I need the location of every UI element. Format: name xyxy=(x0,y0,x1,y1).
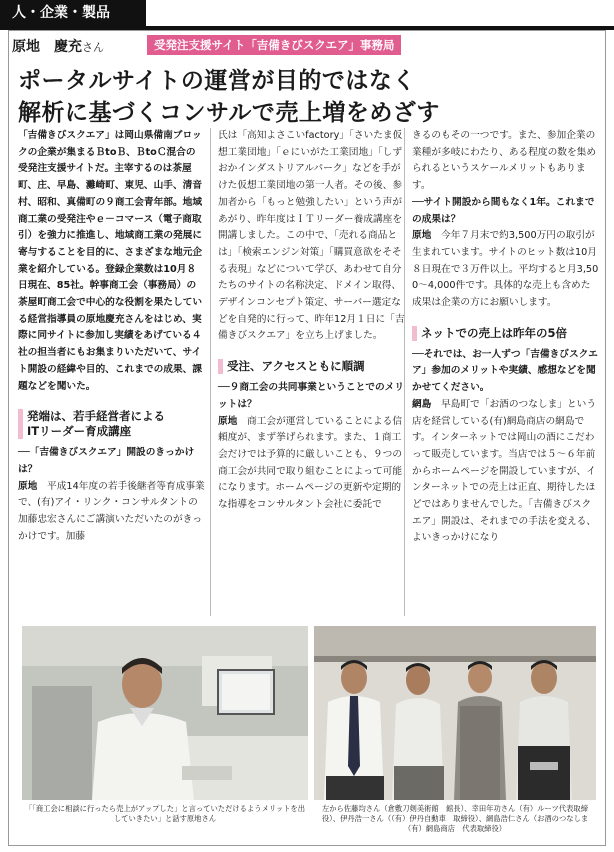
speaker-label: 原地 xyxy=(412,230,432,242)
headline-line-2: 解析に基づくコンサルで売上増をめざす xyxy=(18,100,440,126)
person-name xyxy=(12,36,104,56)
answer xyxy=(412,228,599,312)
question: ──サイト開設から間もなく1年。これまでの成果は？ xyxy=(412,196,595,225)
article-column-1 xyxy=(18,128,205,545)
lead-paragraph: 「吉備きびスクエア」は岡山県備南ブロックの企業が集まるＢtoＢ、ＢtoＣ混合の受発注支援サイトだ。主宰するのは茶屋町、庄、早島、灘崎町、東児、山手、清音村、昭和、真備町の９商工会青年部。地域商工業の受発注やｅ－コマース（電子商取引）を強力に推進し、地域商工業の発展に寄与することを目的に、さまざまな地元企業を紹介している。登録企業数は10月８日現在、85社。幹事商工会（事務局）の茶屋町商工会で中心的な役割を果たしている経営指導員の原地慶充さんをはじめ、実際に同サイトに参加し実績をあげている４社の担当者にもお集まりいただいて、サイト開設の経緯や目的、これまでの成果、課題などを聞いた。 xyxy=(18,130,203,392)
subheading: 発端は、若手経営者による ITリーダー育成講座 xyxy=(18,409,205,439)
answer-text: 商工会が運営していることによる信頼度が、まず挙げられます。また、１商工会だけでは予算的に厳しいことも、９つの商工会が共同で取り組むことによって可能になります。ホームページの更新や定期的な指導をコンサルタント会社に委託で xyxy=(218,415,403,511)
category-rule xyxy=(0,26,614,30)
article-column-3 xyxy=(412,128,599,547)
speaker-label: 原地 xyxy=(18,480,38,492)
question: ──９商工会の共同事業ということでのメリットは？ xyxy=(218,382,405,410)
answer xyxy=(218,414,405,514)
answer-text: 平成14年度の若手後継者等育成事業で、(有)アイ・リンク・コンサルタントの加藤忠宏さんにご講演いただいたのがきっかけです。加藤 xyxy=(18,480,205,542)
person-name-text: 原地 慶充 xyxy=(12,39,82,55)
answer xyxy=(18,479,205,546)
answer-text: 早島町で「お酒のつなしま」という店を経営している(有)網島商店の網島です。インターネットでは岡山の酒にこだわって販売しています。当店では５～６年前からホームページを開設していますが、インターネットでの売上は正直、期待したほどではありませんでした。「吉備きびスクエア」開設は、それまでの手法を変える、よいきっかけになり xyxy=(412,398,597,544)
question: ──それでは、お一人ずつ「吉備きびスクエア」参加のメリットや実績、感想などを聞かせてください。 xyxy=(412,348,598,394)
person-suffix: さん xyxy=(82,41,104,54)
subheading: ネットでの売上は昨年の5倍 xyxy=(412,326,599,341)
photo-group xyxy=(314,626,596,800)
answer xyxy=(412,397,599,547)
column-divider xyxy=(210,128,211,616)
headline-line-1: ポータルサイトの運営が目的ではなく xyxy=(18,68,416,94)
answer-text: 今年７月末で約3,500万円の取引が生まれています。サイトのヒット数は10月８日現在で３万件以上。平均すると月3,500～4,000件です。具体的な売上も含めた成果は企業の方にお願いします。 xyxy=(412,230,599,309)
speaker-label: 網島 xyxy=(412,398,432,410)
photo-office-illustration xyxy=(22,626,308,800)
photo-group-illustration xyxy=(314,626,596,800)
photo-caption-2: 左から佐藤均さん（倉敷刀剣美術館 館長）、幸田年功さん（有）ルーツ代表取締役）、伊丹浩一さん（（有）伊丹自動車 取締役）、網島浩仁さん（お酒のつなしま（有）網島商店 代表取締役） xyxy=(321,804,589,833)
paragraph: きるのもその一つです。また、参加企業の業種が多岐にわたり、ある程度の数を集められるというスケールメリットもあります。 xyxy=(412,130,597,192)
speaker-label: 原地 xyxy=(218,415,238,427)
photo-caption-1: 「「商工会に相談に行ったら売上がアップした」と言っていただけるようメリットを出していきたい」と話す原地さん xyxy=(24,804,306,823)
category-tab: 人・企業・製品 xyxy=(0,0,146,26)
subheading: 受注、アクセスともに順調 xyxy=(218,359,405,374)
question: ──「吉備きびスクエア」開設のきっかけは？ xyxy=(18,447,195,475)
paragraph: 氏は「高知よさこいfactory」「さいたま仮想工業団地」「ｅにいがた工業団地」「しずおかインダストリアルパーク」などを手がけた仮想工業団地の第一人者。その後、参加者から「もっと勉強したい」という声があがり、昨年度はＩＴリーダー養成講座を開講しました。この中で、「売れる商品とは」「検索エンジン対策」「購買意欲をそそる表現」などについて学び、あわせて自分たちのサイトの名称決定、ドメイン取得、デザインコンセプト策定、サーバー選定などを自発的に行って、昨年12月１日に「吉備きびスクエア」を立ち上げました。 xyxy=(218,130,405,342)
photo-office-portrait xyxy=(22,626,308,800)
article-column-2 xyxy=(218,128,405,514)
office-label: 受発注支援サイト「吉備きびスクエア」事務局 xyxy=(147,35,401,55)
